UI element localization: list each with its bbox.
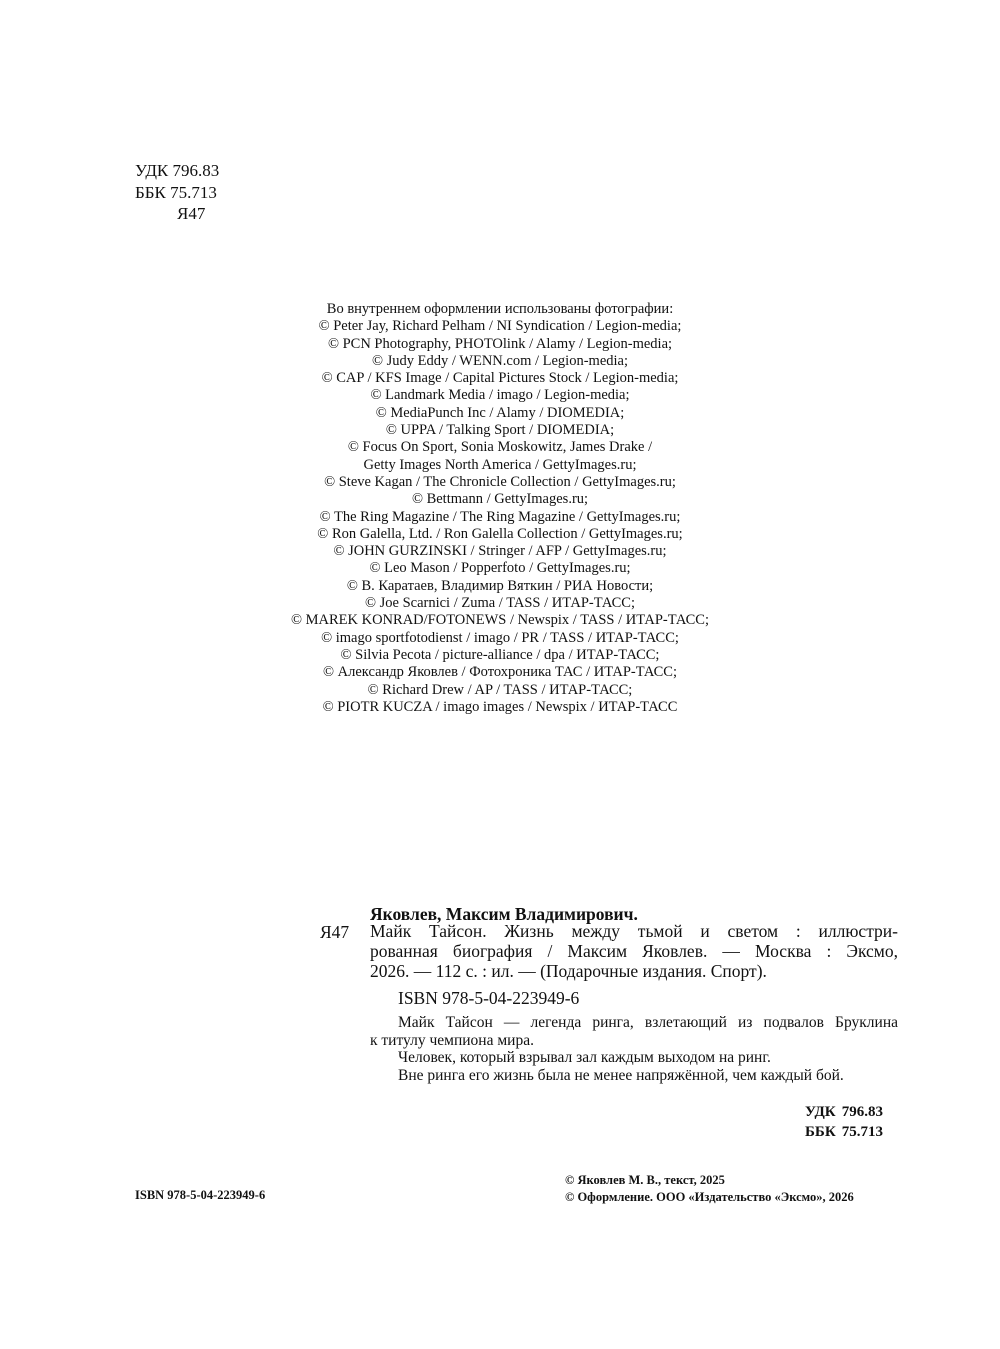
- credit-line: © Bettmann / GettyImages.ru;: [411, 491, 589, 508]
- credit-line: © Joe Scarnici / Zuma / TASS / ИТАР-ТАСС;: [364, 595, 636, 612]
- credit-line: © В. Каратаев, Владимир Вяткин / РИА Новости;: [346, 577, 654, 594]
- credit-line: © Focus On Sport, Sonia Moskowitz, James Drake /: [347, 439, 653, 456]
- credit-line: © Landmark Media / imago / Legion-media;: [370, 387, 630, 404]
- annotation-line: Человек, который взрывал зал каждым выходом на ринг.: [398, 1049, 771, 1066]
- credit-line: © PCN Photography, PHOTOlink / Alamy / Legion-media;: [327, 335, 673, 352]
- credit-line: © Silvia Pecota / picture-alliance / dpa / ИТАР-ТАСС;: [340, 646, 660, 663]
- copyright-block: [565, 1172, 854, 1205]
- annotation: [370, 1014, 898, 1084]
- credit-line: © PIOTR KUCZA / imago images / Newspix / ИТАР-ТАСС: [322, 698, 678, 715]
- bbk-value: 75.713: [841, 1123, 883, 1140]
- credit-line: Getty Images North America / GettyImages.ru;: [363, 456, 637, 473]
- copyright-design: © Оформление. ООО «Издательство «Эксмо», 2026: [565, 1189, 854, 1204]
- classification-block: [135, 160, 219, 225]
- bib-isbn: ISBN 978-5-04-223949-6: [398, 988, 580, 1008]
- credit-line: © JOHN GURZINSKI / Stringer / AFP / GettyImages.ru;: [333, 543, 667, 560]
- copyright-text: © Яковлев М. В., текст, 2025: [565, 1173, 725, 1187]
- photo-credits: [0, 301, 1000, 716]
- bbk-code: ББК 75.713: [135, 182, 217, 202]
- credit-line: © MediaPunch Inc / Alamy / DIOMEDIA;: [375, 404, 625, 421]
- udk-value: 796.83: [841, 1104, 883, 1120]
- annotation-line: к титулу чемпиона мира.: [370, 1031, 534, 1049]
- bbk-bottom-line: [805, 1123, 883, 1143]
- credit-line: © Ron Galella, Ltd. / Ron Galella Collection / GettyImages.ru;: [317, 525, 683, 542]
- footer-isbn: ISBN 978-5-04-223949-6: [135, 1188, 266, 1202]
- credit-line: © Leo Mason / Popperfoto / GettyImages.ru;: [369, 560, 631, 577]
- annotation-line: Майк Тайсон — легенда ринга, взлетающий из подвалов Бруклина: [398, 1014, 898, 1031]
- credit-line: © The Ring Magazine / The Ring Magazine / GettyImages.ru;: [319, 508, 681, 525]
- udk-code: УДК 796.83: [135, 161, 220, 180]
- bbk-label: ББК: [805, 1123, 836, 1140]
- bib-line: рованная биография / Максим Яковлев. — Москва : Эксмо,: [370, 941, 898, 961]
- udk-bottom-line: [805, 1103, 883, 1123]
- bib-description: [370, 921, 898, 981]
- credit-line: © Steve Kagan / The Chronicle Collection / GettyImages.ru;: [324, 473, 676, 490]
- credits-intro: Во внутреннем оформлении использованы фотографии:: [326, 301, 674, 317]
- credit-line: © Peter Jay, Richard Pelham / NI Syndication / Legion-media;: [318, 318, 682, 335]
- udk-label: УДК: [805, 1104, 836, 1120]
- credit-line: © Judy Eddy / WENN.com / Legion-media;: [372, 352, 628, 369]
- credit-line: © imago sportfotodienst / imago / PR / TASS / ИТАР-ТАСС;: [321, 629, 679, 646]
- credit-line: © MAREK KONRAD/FOTONEWS / Newspix / TASS / ИТАР-ТАСС;: [290, 612, 709, 629]
- annotation-line: Вне ринга его жизнь была не менее напряжённой, чем каждый бой.: [398, 1066, 844, 1084]
- classification-bottom: [805, 1103, 883, 1142]
- bib-line: Майк Тайсон. Жизнь между тьмой и светом : иллюстри-: [370, 921, 898, 941]
- bib-line: 2026. — 112 с. : ил. — (Подарочные издания. Спорт).: [370, 961, 767, 981]
- author-mark: Я47: [177, 204, 206, 223]
- credit-line: © CAP / KFS Image / Capital Pictures Stock / Legion-media;: [321, 370, 679, 387]
- credit-line: © Richard Drew / AP / TASS / ИТАР-ТАСС;: [367, 681, 633, 698]
- bib-author-mark: Я47: [320, 922, 350, 942]
- credit-line: © Александр Яковлев / Фотохроника ТАС / ИТАР-ТАСС;: [323, 664, 677, 681]
- credit-line: © UPPA / Talking Sport / DIOMEDIA;: [385, 422, 615, 439]
- author-heading: Яковлев, Максим Владимирович.: [370, 904, 638, 924]
